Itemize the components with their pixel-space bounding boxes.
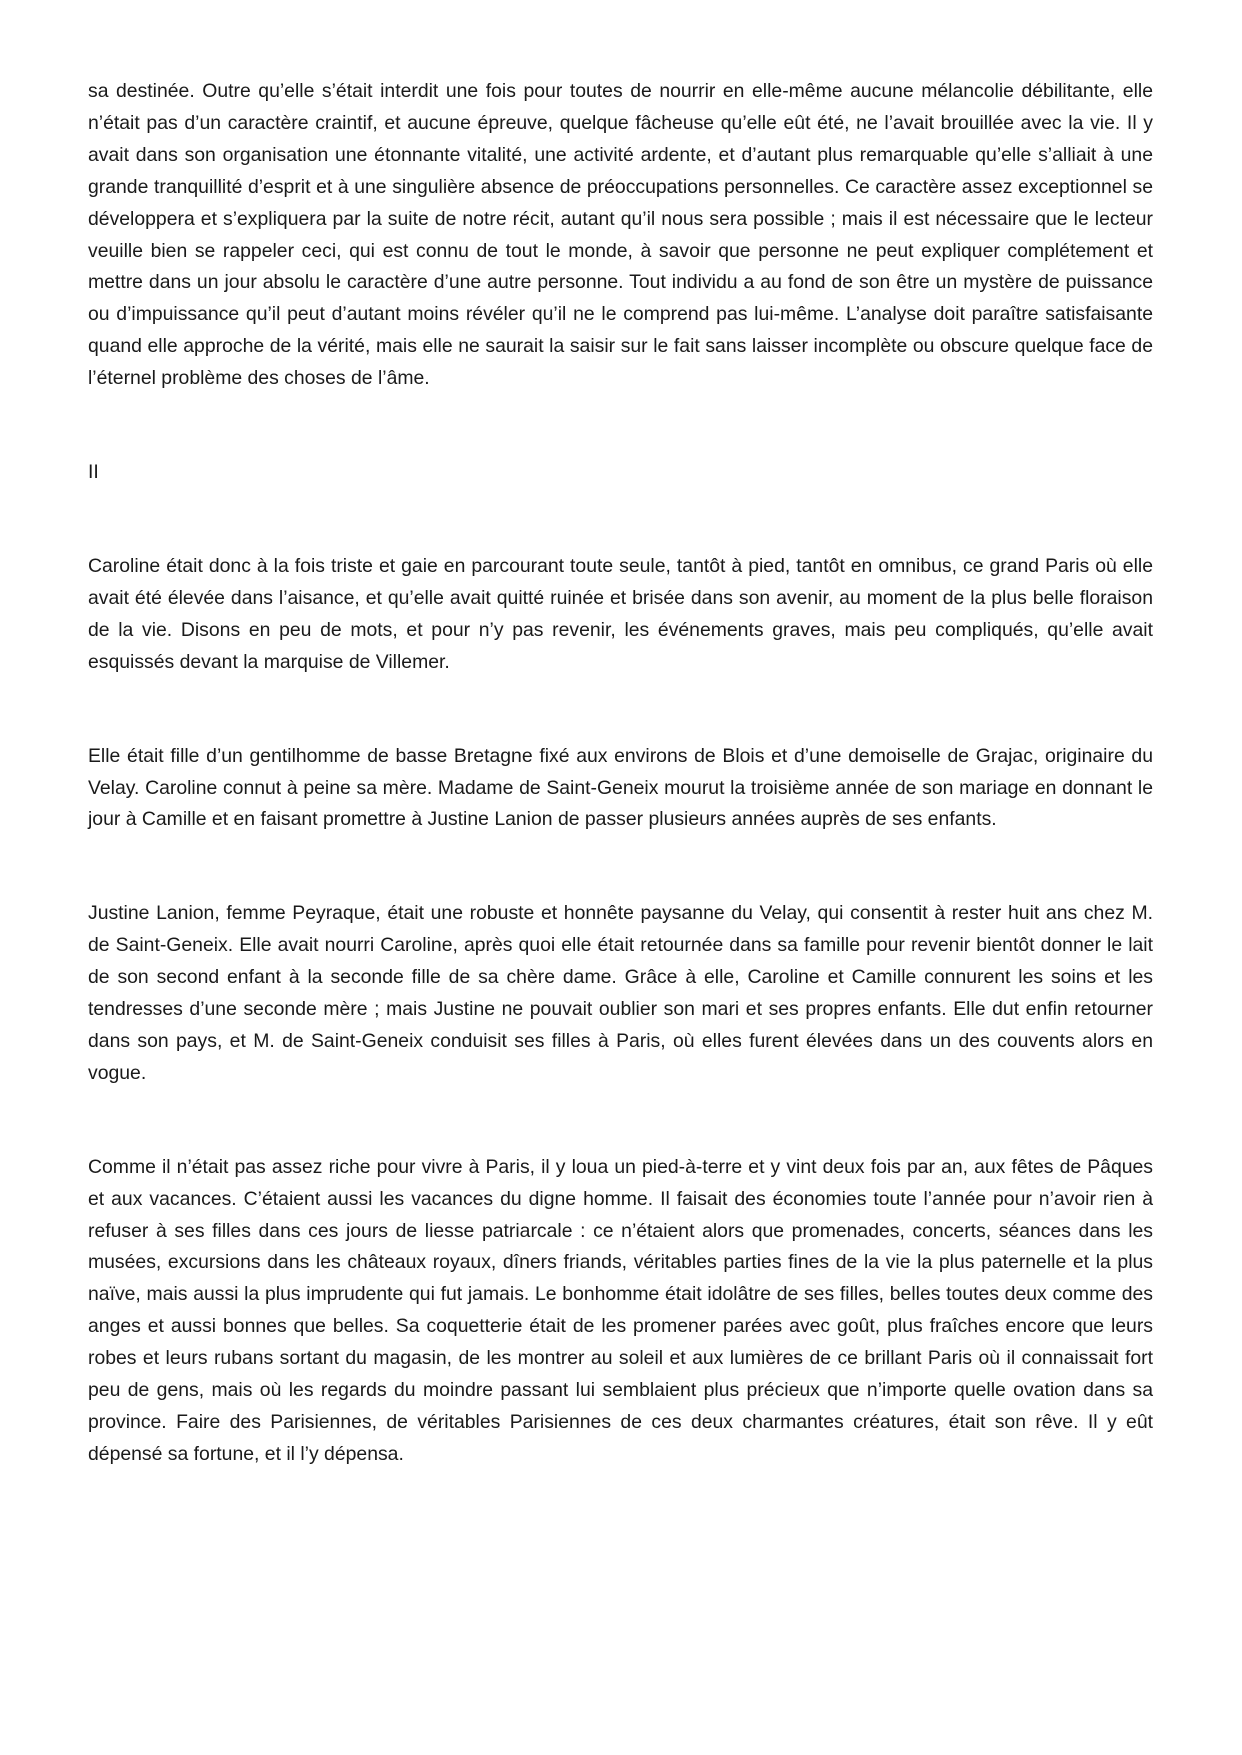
paragraph-justine: Justine Lanion, femme Peyraque, était une robuste et honnête paysanne du Velay, qui consentit à rester huit ans chez M. de Saint-Geneix. Elle avait nourri Caroline, après quoi elle était retournée dans sa famille pour revenir bientôt donner le lait de son second enfant à la seconde fille de sa chère dame. Grâce à elle, Caroline et Camille connurent les soins et les tendresses d’une seconde mère ; mais Justine ne pouvait oublier son mari et ses propres enfants. Elle dut enfin retourner dans son pays, et M. de Saint-Geneix conduisit ses filles à Paris, où elles furent élevées dans un des couvents alors en vogue. (88, 902, 1153, 1084)
paragraph-caroline: Caroline était donc à la fois triste et gaie en parcourant toute seule, tantôt à pied, tantôt en omnibus, ce grand Paris où elle avait été élevée dans l’aisance, et qu’elle avait quitté ruinée et brisée dans son avenir, au moment de la plus belle floraison de la vie. Disons en peu de mots, et pour n’y pas revenir, les événements graves, mais peu compliqués, qu’elle avait esquissés devant la marquise de Villemer. (88, 554, 1153, 673)
paragraph-intro: sa destinée. Outre qu’elle s’était interdit une fois pour toutes de nourrir en elle-même aucune mélancolie débilitante, elle n’était pas d’un caractère craintif, et aucune épreuve, quelque fâcheuse qu’elle eût été, ne l’avait brouillée avec la vie. Il y avait dans son organisation une étonnante vitalité, une activité ardente, et d’autant plus remarquable qu’elle s’alliait à une grande tranquillité d’esprit et à une singulière absence de préoccupations personnelles. Ce caractère assez exceptionnel se développera et s’expliquera par la suite de notre récit, autant qu’il nous sera possible ; mais il est nécessaire que le lecteur veuille bien se rappeler ceci, qui est connu de tout le monde, à savoir que personne ne peut expliquer complétement et mettre dans un jour absolu le caractère d’une autre personne. Tout individu a au fond de son être un mystère de puissance ou d’impuissance qu’il peut d’autant moins révéler qu’il ne le comprend pas lui-même. L’analyse doit paraître satisfaisante quand elle approche de la vérité, mais elle ne saurait la saisir sur le fait sans laisser incomplète ou obscure quelque face de l’éternel problème des choses de l’âme. (88, 80, 1153, 390)
document-page (88, 76, 1153, 1471)
paragraph-paris: Comme il n’était pas assez riche pour vivre à Paris, il y loua un pied-à-terre et y vint deux fois par an, aux fêtes de Pâques et aux vacances. C’étaient aussi les vacances du digne homme. Il faisait des économies toute l’année pour n’avoir rien à refuser à ses filles dans ces jours de liesse patriarcale : ce n’étaient alors que promenades, concerts, séances dans les musées, excursions dans les châteaux royaux, dîners friands, véritables parties fines de la vie la plus paternelle et la plus naïve, mais aussi la plus imprudente qui fut jamais. Le bonhomme était idolâtre de ses filles, belles toutes deux comme des anges et aussi bonnes que belles. Sa coquetterie était de les promener parées avec goût, plus fraîches encore que leurs robes et leurs rubans sortant du magasin, de les montrer au soleil et aux lumières de ce brillant Paris où il connaissait fort peu de gens, mais où les regards du moindre passant lui semblaient plus précieux que n’importe quelle ovation dans sa province. Faire des Parisiennes, de véritables Parisiennes de ces deux charmantes créatures, était son rêve. Il y eût dépensé sa fortune, et il l’y dépensa. (88, 1155, 1153, 1465)
chapter-heading: II (88, 461, 99, 484)
paragraph-origins: Elle était fille d’un gentilhomme de basse Bretagne fixé aux environs de Blois et d’une demoiselle de Grajac, originaire du Velay. Caroline connut à peine sa mère. Madame de Saint-Geneix mourut la troisième année de son mariage en donnant le jour à Camille et en faisant promettre à Justine Lanion de passer plusieurs années auprès de ses enfants. (88, 744, 1153, 831)
